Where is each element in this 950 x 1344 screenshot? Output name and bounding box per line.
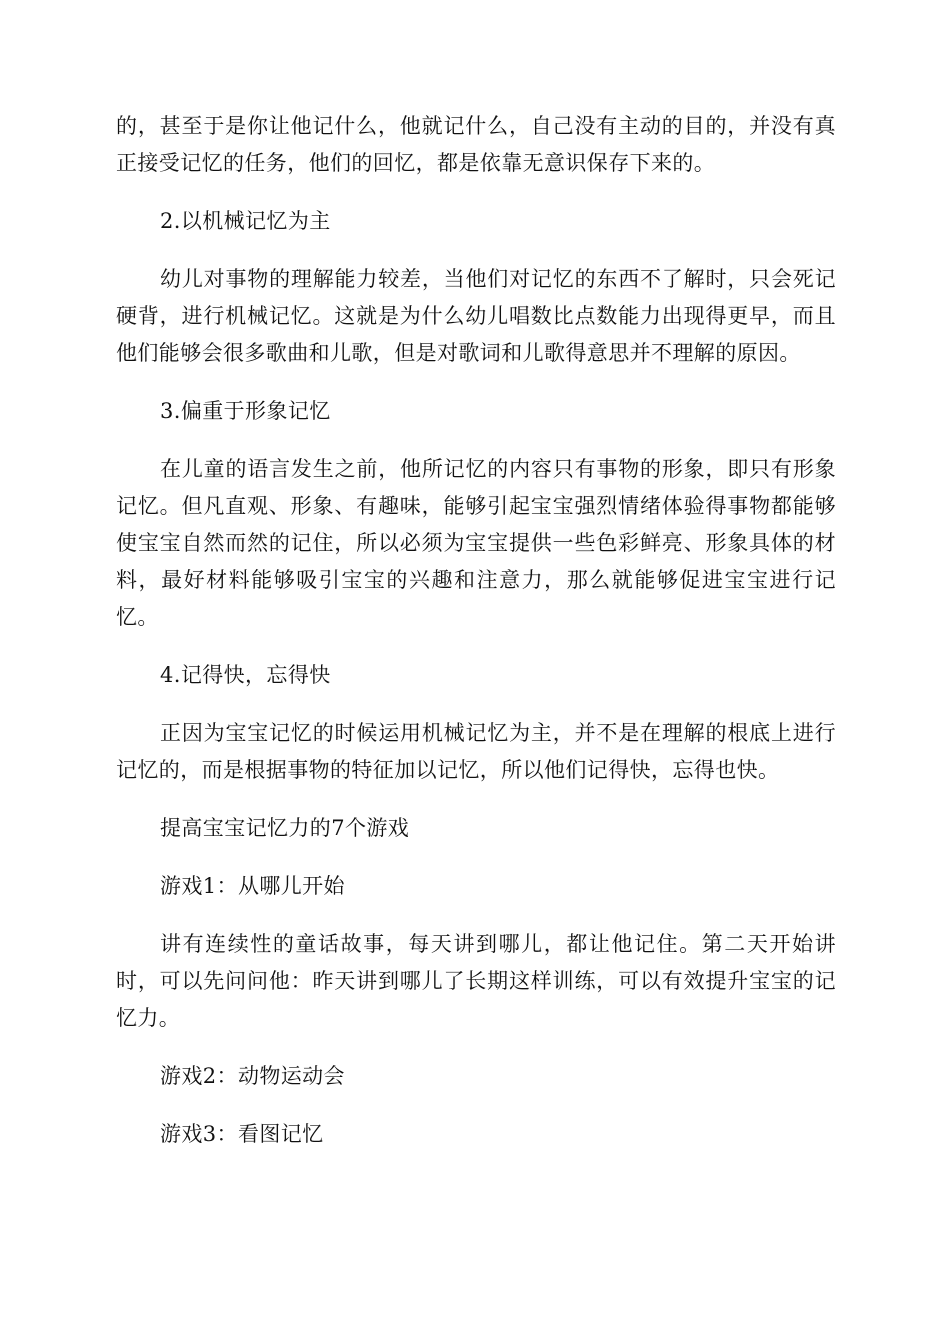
paragraph-continuation: 的，甚至于是你让他记什么，他就记什么，自己没有主动的目的，并没有真正接受记忆的任务，他们的回忆，都是依靠无意识保存下来的。: [116, 114, 836, 175]
document-body: [116, 108, 836, 1174]
paragraph-image-memory: 在儿童的语言发生之前，他所记忆的内容只有事物的形象，即只有形象记忆。但凡直观、形象、有趣味，能够引起宝宝强烈情绪体验得事物都能够使宝宝自然而然的记住，所以必须为宝宝提供一些色彩鲜亮、形象具体的材料，最好材料能够吸引宝宝的兴趣和注意力，那么就能够促进宝宝进行记忆。: [116, 457, 836, 629]
paragraph-mechanical-memory: 幼儿对事物的理解能力较差，当他们对记忆的东西不了解时，只会死记硬背，进行机械记忆。这就是为什么幼儿唱数比点数能力出现得更早，而且他们能够会很多歌曲和儿歌，但是对歌词和儿歌得意思并不理解的原因。: [116, 267, 836, 365]
section-heading-image-memory: 3.偏重于形象记忆: [160, 399, 331, 423]
section-heading-fast-memory: 4.记得快，忘得快: [160, 663, 331, 687]
paragraph-game-1: 讲有连续性的童话故事，每天讲到哪儿，都让他记住。第二天开始讲时，可以先问问他：昨天讲到哪儿了长期这样训练，可以有效提升宝宝的记忆力。: [116, 932, 836, 1030]
section-heading-mechanical-memory: 2.以机械记忆为主: [160, 209, 331, 233]
game-heading-2: 游戏2：动物运动会: [160, 1064, 345, 1088]
section-heading-seven-games: 提高宝宝记忆力的7个游戏: [160, 816, 410, 840]
game-heading-3: 游戏3：看图记忆: [160, 1122, 324, 1146]
game-heading-1: 游戏1：从哪儿开始: [160, 874, 345, 898]
paragraph-fast-memory: 正因为宝宝记忆的时候运用机械记忆为主，并不是在理解的根底上进行记忆的，而是根据事物的特征加以记忆，所以他们记得快，忘得也快。: [116, 721, 836, 782]
